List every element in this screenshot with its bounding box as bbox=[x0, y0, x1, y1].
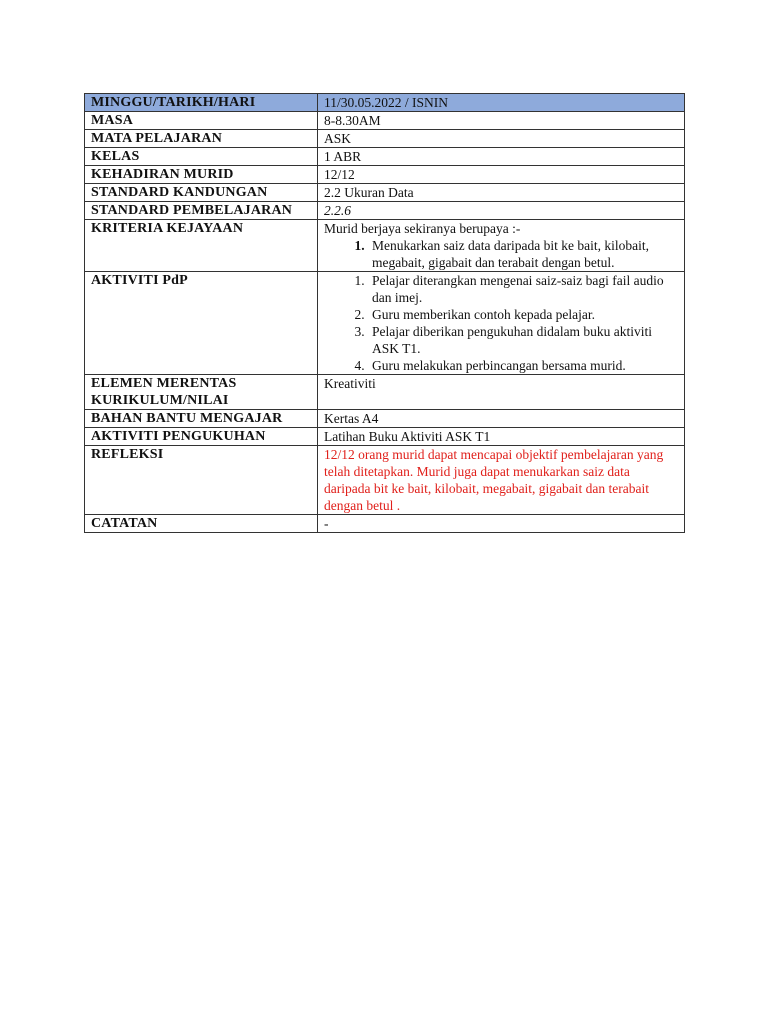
row-kelas bbox=[85, 148, 685, 166]
aktiviti-item: 3. Pelajar diberikan pengukuhan didalam buku aktiviti ASK T1. bbox=[368, 323, 678, 357]
lesson-plan-sheet bbox=[84, 93, 685, 533]
aktiviti-item: 4. Guru melakukan perbincangan bersama murid. bbox=[368, 357, 678, 374]
value-kehadiran: 12/12 bbox=[318, 166, 685, 184]
value-pengukuhan: Latihan Buku Aktiviti ASK T1 bbox=[318, 428, 685, 446]
row-kriteria bbox=[85, 220, 685, 272]
row-minggu bbox=[85, 94, 685, 112]
label-minggu: MINGGU/TARIKH/HARI bbox=[85, 94, 318, 112]
kriteria-list bbox=[324, 237, 678, 271]
aktiviti-item: 2. Guru memberikan contoh kepada pelajar. bbox=[368, 306, 678, 323]
lesson-plan-table bbox=[84, 93, 685, 533]
value-masa: 8-8.30AM bbox=[318, 112, 685, 130]
value-mata-pelajaran: ASK bbox=[318, 130, 685, 148]
label-catatan: CATATAN bbox=[85, 515, 318, 533]
label-kelas: KELAS bbox=[85, 148, 318, 166]
label-kriteria: KRITERIA KEJAYAAN bbox=[85, 220, 318, 272]
label-mata-pelajaran: MATA PELAJARAN bbox=[85, 130, 318, 148]
label-standard-kandungan: STANDARD KANDUNGAN bbox=[85, 184, 318, 202]
row-elemen bbox=[85, 375, 685, 410]
row-aktiviti-pdp bbox=[85, 272, 685, 375]
value-minggu: 11/30.05.2022 / ISNIN bbox=[318, 94, 685, 112]
row-pengukuhan bbox=[85, 428, 685, 446]
row-catatan bbox=[85, 515, 685, 533]
row-refleksi bbox=[85, 446, 685, 515]
label-pengukuhan: AKTIVITI PENGUKUHAN bbox=[85, 428, 318, 446]
row-standard-pembelajaran bbox=[85, 202, 685, 220]
row-kehadiran bbox=[85, 166, 685, 184]
value-refleksi: 12/12 orang murid dapat mencapai objektif pembelajaran yang telah ditetapkan. Murid juga dapat menukarkan saiz data daripada bit ke bait, kilobait, megabait, gigabait dan terabait dengan betul . bbox=[318, 446, 685, 515]
value-bbm: Kertas A4 bbox=[318, 410, 685, 428]
label-refleksi: REFLEKSI bbox=[85, 446, 318, 515]
label-standard-pembelajaran: STANDARD PEMBELAJARAN bbox=[85, 202, 318, 220]
value-kriteria bbox=[318, 220, 685, 272]
value-kelas: 1 ABR bbox=[318, 148, 685, 166]
aktiviti-list bbox=[324, 272, 678, 374]
label-kehadiran: KEHADIRAN MURID bbox=[85, 166, 318, 184]
label-bbm: BAHAN BANTU MENGAJAR bbox=[85, 410, 318, 428]
row-mata-pelajaran bbox=[85, 130, 685, 148]
row-standard-kandungan bbox=[85, 184, 685, 202]
label-masa: MASA bbox=[85, 112, 318, 130]
label-elemen: ELEMEN MERENTAS KURIKULUM/NILAI bbox=[85, 375, 318, 410]
value-standard-kandungan: 2.2 Ukuran Data bbox=[318, 184, 685, 202]
value-catatan: - bbox=[318, 515, 685, 533]
row-bbm bbox=[85, 410, 685, 428]
kriteria-item: 1. Menukarkan saiz data daripada bit ke bait, kilobait, megabait, gigabait dan terabait dengan betul. bbox=[368, 237, 678, 271]
value-standard-pembelajaran: 2.2.6 bbox=[318, 202, 685, 220]
label-aktiviti-pdp: AKTIVITI PdP bbox=[85, 272, 318, 375]
value-aktiviti-pdp bbox=[318, 272, 685, 375]
aktiviti-item: 1. Pelajar diterangkan mengenai saiz-saiz bagi fail audio dan imej. bbox=[368, 272, 678, 306]
kriteria-intro: Murid berjaya sekiranya berupaya :- bbox=[324, 221, 521, 236]
value-elemen: Kreativiti bbox=[318, 375, 685, 410]
row-masa bbox=[85, 112, 685, 130]
